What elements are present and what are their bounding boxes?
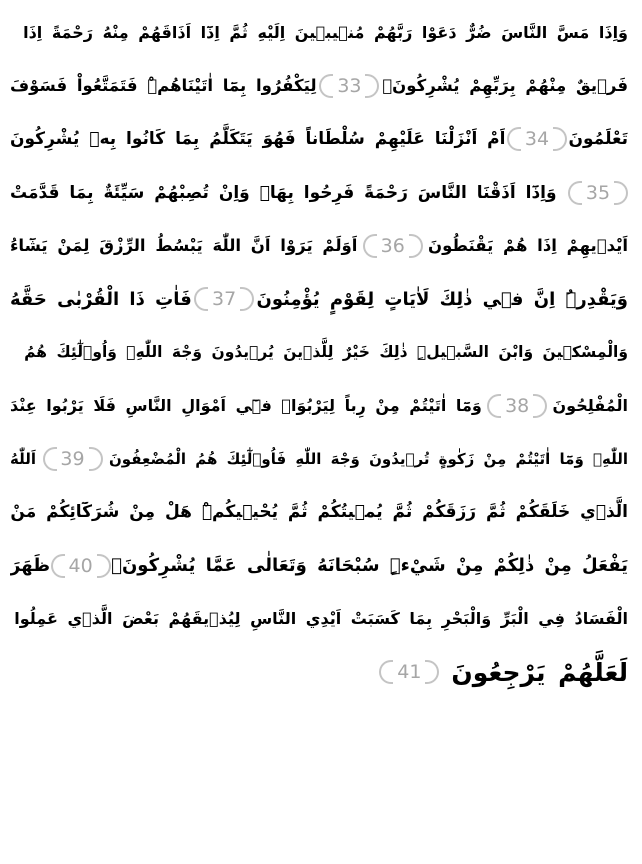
verse-text: وَاِذَٓا اَذَقْنَا النَّاسَ رَحْمَةً فَرِحُوا بِهَاۜ وَاِنْ تُصِبْهُمْ سَيِّئَةٌ بِمَا قَدَّمَتْ bbox=[10, 182, 557, 203]
verse-text: وَاِذَا مَسَّ النَّاسَ ضُرٌّ دَعَوْا رَبَّهُمْ مُن۪يب۪ينَ اِلَيْهِ ثُمَّ اِذَٓا اَذَاقَهُمْ مِنْهُ رَحْمَةً اِذَا bbox=[23, 23, 628, 43]
verse-line bbox=[10, 326, 628, 379]
verse-text: وَمَٓا اٰتَيْتُمْ مِنْ رِباً لِيَرْبُوَا۟ ف۪ٓي اَمْوَالِ النَّاسِ فَلَا يَرْبُوا عِنْدَ bbox=[10, 396, 482, 416]
verse-line bbox=[10, 219, 628, 272]
verse-line bbox=[10, 113, 628, 166]
verse-line bbox=[10, 592, 628, 645]
verse-number-marker: 38 bbox=[487, 391, 547, 421]
verse-number-marker: 37 bbox=[194, 284, 254, 314]
verse-text: وَيَقْدِرُۜ اِنَّ ف۪ي ذٰلِكَ لَاٰيَاتٍ لِقَوْمٍ يُؤْمِنُونَ bbox=[256, 288, 628, 310]
verse-line bbox=[10, 272, 628, 325]
verse-text: اَللّٰهُ bbox=[10, 450, 37, 469]
verse-number-marker: 36 bbox=[363, 231, 423, 261]
verse-text: لِيَكْفُرُوا بِمَٓا اٰتَيْنَاهُمْۜ فَتَمَتَّعُواْ فَسَوْفَ bbox=[10, 76, 317, 96]
verse-number-marker: 35 bbox=[568, 178, 628, 208]
verse-text: لَعَلَّهُمْ يَرْجِعُونَ bbox=[451, 657, 628, 687]
verse-number-marker: 34 bbox=[507, 124, 567, 154]
verse-line bbox=[10, 166, 628, 219]
verse-text: الْمُفْلِحُونَ bbox=[552, 396, 628, 416]
verse-text: اللّٰهِۚ وَمَٓا اٰتَيْتُمْ مِنْ زَكٰوةٍ تُر۪يدُونَ وَجْهَ اللّٰهِ فَاُو۬لٰٓئِكَ هُمُ الْمُضْعِفُونَ bbox=[108, 450, 628, 469]
verse-number-marker: 39 bbox=[43, 444, 103, 474]
verse-number-marker: 33 bbox=[319, 71, 379, 101]
verse-text: اَمْ اَنْزَلْنَا عَلَيْهِمْ سُلْطَاناً فَهُوَ يَتَكَلَّمُ بِمَا كَانُوا بِه۪ يُشْرِكُونَ bbox=[10, 129, 506, 150]
verse-line bbox=[10, 432, 628, 485]
verse-text: فَر۪يقٌ مِنْهُمْ بِرَبِّهِمْ يُشْرِكُونَۙ bbox=[382, 76, 628, 96]
verse-text: اَيْد۪يهِمْ اِذَا هُمْ يَقْنَطُونَ bbox=[427, 236, 628, 256]
verse-line bbox=[10, 539, 628, 592]
verse-text: وَالْمِسْك۪ينَ وَابْنَ السَّب۪يلِۜ ذٰلِكَ خَيْرٌ لِلَّذ۪ينَ يُر۪يدُونَ وَجْهَ اللّٰهِۘ وَاُو۬لٰٓئِكَ هُمُ bbox=[24, 343, 628, 362]
verse-number-marker: 40 bbox=[51, 551, 111, 581]
verse-line bbox=[10, 646, 628, 699]
verse-line bbox=[10, 6, 628, 59]
verse-line bbox=[10, 379, 628, 432]
verse-text: يَفْعَلُ مِنْ ذٰلِكُمْ مِنْ شَيْءٍۜ سُبْحَانَهُ وَتَعَالٰى عَمَّا يُشْرِكُونَ۟ bbox=[111, 555, 628, 577]
verse-text: اَوَلَمْ يَرَوْا اَنَّ اللّٰهَ يَبْسُطُ الرِّزْقَ لِمَنْ يَشَٓاءُ bbox=[10, 236, 358, 256]
verse-text: فَاٰتِ ذَا الْقُرْبٰى حَقَّهُ bbox=[10, 288, 192, 310]
verse-line bbox=[10, 486, 628, 539]
verse-text: الْفَسَادُ فِي الْبَرِّ وَالْبَحْرِ بِمَا كَسَبَتْ اَيْدِي النَّاسِ لِيُذ۪يقَهُمْ بَعْضَ الَّذ۪ي عَمِلُوا bbox=[14, 609, 628, 629]
verse-text: تَعْلَمُونَ bbox=[568, 129, 628, 150]
verse-text: ظَهَرَ bbox=[10, 555, 51, 577]
verse-number-marker: 41 bbox=[379, 657, 439, 687]
verse-line bbox=[10, 59, 628, 112]
verse-text: الَّذ۪ي خَلَقَكُمْ ثُمَّ رَزَقَكُمْ ثُمَّ يُم۪يتُكُمْ ثُمَّ يُحْي۪يكُمْۜ هَلْ مِنْ شُرَكَٓائِكُمْ مَنْ bbox=[10, 502, 628, 523]
